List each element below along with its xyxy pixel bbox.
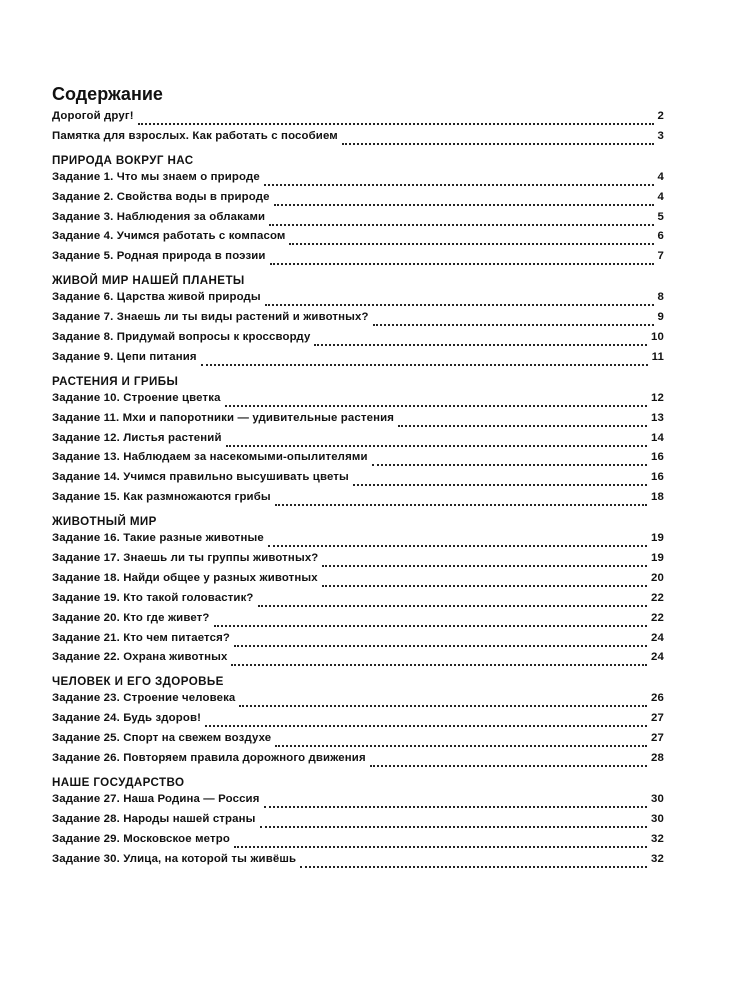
toc-entry-page-number: 14: [651, 431, 664, 444]
toc-entry-page-number: 20: [651, 571, 664, 584]
section-heading: ПРИРОДА ВОКРУГ НАС: [52, 153, 194, 167]
toc-entry-page-number: 30: [651, 812, 664, 825]
toc-entry-label: Задание 20. Кто где живет?: [52, 611, 210, 624]
toc-entry-label: Задание 1. Что мы знаем о природе: [52, 170, 260, 183]
dot-leader: [201, 364, 648, 366]
dot-leader: [322, 585, 647, 587]
toc-entry-label: Задание 28. Народы нашей страны: [52, 812, 256, 825]
toc-entry[interactable]: [52, 311, 664, 331]
toc-entry-label: Задание 4. Учимся работать с компасом: [52, 230, 286, 243]
toc-entry-label: Задание 17. Знаешь ли ты группы животных?: [52, 552, 319, 565]
dot-leader: [300, 866, 647, 868]
toc-entry-page-number: 27: [651, 732, 664, 745]
dot-leader: [268, 545, 647, 547]
toc-entry-label: Задание 8. Придумай вопросы к кроссворду: [52, 331, 311, 344]
toc-entry-label: Задание 26. Повторяем правила дорожного движения: [52, 752, 366, 765]
toc-section: [52, 371, 664, 511]
toc-section: [52, 150, 664, 270]
dot-leader: [231, 664, 647, 666]
dot-leader: [275, 504, 647, 506]
toc-entry[interactable]: [52, 211, 664, 231]
dot-leader: [239, 705, 647, 707]
section-heading: ЖИВОТНЫЙ МИР: [52, 515, 157, 529]
toc-entry-label: Задание 18. Найди общее у разных животных: [52, 571, 318, 584]
dot-leader: [275, 745, 647, 747]
toc-entry[interactable]: [52, 813, 664, 833]
toc-entry-page-number: 28: [651, 752, 664, 765]
toc-entry-label: Задание 7. Знаешь ли ты виды растений и животных?: [52, 311, 369, 324]
toc-entry[interactable]: [52, 171, 664, 191]
toc-entry-label: Задание 22. Охрана животных: [52, 651, 228, 664]
toc-entry[interactable]: [52, 552, 664, 572]
toc-entry[interactable]: [52, 712, 664, 732]
section-heading: ЧЕЛОВЕК И ЕГО ЗДОРОВЬЕ: [52, 675, 224, 689]
dot-leader: [398, 425, 647, 427]
toc-entry-label: Задание 29. Московское метро: [52, 832, 230, 845]
toc-entry-label: Задание 27. Наша Родина — Россия: [52, 792, 260, 805]
toc-entry[interactable]: [52, 331, 664, 351]
toc-entry-page-number: 7: [657, 250, 664, 263]
toc-entry[interactable]: [52, 572, 664, 592]
toc-entry[interactable]: [52, 632, 664, 652]
toc-entry-page-number: 6: [657, 230, 664, 243]
toc-entry-label: Задание 3. Наблюдения за облаками: [52, 210, 266, 223]
toc-entry-page-number: 8: [657, 291, 664, 304]
dot-leader: [372, 464, 647, 466]
toc-entry[interactable]: [52, 351, 664, 371]
toc-section: [52, 671, 664, 772]
toc-entry-page-number: 10: [651, 331, 664, 344]
toc-section: [52, 772, 664, 873]
toc-entry[interactable]: [52, 392, 664, 412]
dot-leader: [258, 605, 647, 607]
toc-entry-page-number: 24: [651, 631, 664, 644]
toc-entry[interactable]: [52, 432, 664, 452]
toc-entry[interactable]: [52, 291, 664, 311]
toc-entry-label: Задание 21. Кто чем питается?: [52, 631, 231, 644]
dot-leader: [234, 645, 647, 647]
toc-entry-page-number: 30: [651, 792, 664, 805]
toc-entry[interactable]: [52, 191, 664, 211]
toc-entry-page-number: 12: [651, 391, 664, 404]
dot-leader: [289, 243, 653, 245]
dot-leader: [214, 625, 648, 627]
toc-entry[interactable]: [52, 592, 664, 612]
toc-entry[interactable]: [52, 833, 664, 853]
toc-entry[interactable]: [52, 612, 664, 632]
toc-entry-label: Задание 30. Улица, на которой ты живёшь: [52, 852, 297, 865]
dot-leader: [342, 143, 654, 145]
toc-entry-label: Задание 16. Такие разные животные: [52, 532, 264, 545]
toc-entry-page-number: 11: [651, 350, 664, 363]
toc-entry-label: Задание 5. Родная природа в поэзии: [52, 250, 266, 263]
dot-leader: [314, 344, 647, 346]
dot-leader: [226, 445, 647, 447]
toc-entry[interactable]: [52, 532, 664, 552]
toc-entry[interactable]: [52, 692, 664, 712]
toc-entry-page-number: 22: [651, 611, 664, 624]
toc-entry[interactable]: [52, 651, 664, 671]
toc-entry-page-number: 19: [651, 532, 664, 545]
dot-leader: [260, 826, 647, 828]
dot-leader: [269, 224, 653, 226]
intro-list: [52, 110, 664, 150]
toc-entry-label: Задание 12. Листья растений: [52, 431, 222, 444]
toc-entry-page-number: 4: [657, 190, 664, 203]
toc-section: [52, 511, 664, 671]
toc-entry-page-number: 3: [657, 129, 664, 142]
toc-entry-page-number: 9: [657, 311, 664, 324]
toc-entry-page-number: 27: [651, 712, 664, 725]
dot-leader: [264, 806, 648, 808]
toc-entry-page-number: 13: [651, 411, 664, 424]
section-heading: РАСТЕНИЯ И ГРИБЫ: [52, 374, 179, 388]
toc-entry-page-number: 4: [657, 170, 664, 183]
toc-entry[interactable]: [52, 412, 664, 432]
dot-leader: [265, 304, 654, 306]
dot-leader: [353, 484, 647, 486]
dot-leader: [322, 565, 647, 567]
toc-entry-page-number: 19: [651, 552, 664, 565]
dot-leader: [373, 324, 654, 326]
toc-entry-page-number: 5: [657, 210, 664, 223]
page-title: Содержание: [52, 84, 163, 104]
toc-entry-label: Задание 19. Кто такой головастик?: [52, 591, 254, 604]
toc-entry-page-number: 24: [651, 651, 664, 664]
toc-entry-label: Памятка для взрослых. Как работать с пособием: [52, 129, 338, 142]
dot-leader: [270, 263, 654, 265]
toc-entry[interactable]: [52, 130, 664, 150]
toc-entry-page-number: 16: [651, 471, 664, 484]
toc-entry[interactable]: [52, 471, 664, 491]
dot-leader: [274, 204, 654, 206]
toc-entry-label: Задание 2. Свойства воды в природе: [52, 190, 270, 203]
toc-entry[interactable]: [52, 793, 664, 813]
dot-leader: [225, 405, 647, 407]
toc-entry-label: Задание 10. Строение цветка: [52, 391, 221, 404]
table-of-contents: [52, 82, 664, 873]
toc-entry-label: Задание 13. Наблюдаем за насекомыми-опылителями: [52, 451, 368, 464]
dot-leader: [138, 123, 654, 125]
toc-entry[interactable]: [52, 110, 664, 130]
toc-entry[interactable]: [52, 230, 664, 250]
toc-entry[interactable]: [52, 732, 664, 752]
toc-entry[interactable]: [52, 250, 664, 270]
toc-entry-label: Дорогой друг!: [52, 110, 134, 122]
toc-entry-label: Задание 25. Спорт на свежем воздухе: [52, 732, 272, 745]
section-heading: НАШЕ ГОСУДАРСТВО: [52, 775, 185, 789]
toc-entry-page-number: 2: [657, 110, 664, 122]
toc-entry-label: Задание 11. Мхи и папоротники — удивительные растения: [52, 411, 395, 424]
toc-entry-label: Задание 14. Учимся правильно высушивать цветы: [52, 471, 349, 484]
toc-entry-page-number: 16: [651, 451, 664, 464]
section-heading: ЖИВОЙ МИР НАШЕЙ ПЛАНЕТЫ: [52, 274, 245, 288]
toc-entry-page-number: 32: [651, 832, 664, 845]
toc-entry-label: Задание 24. Будь здоров!: [52, 712, 202, 725]
toc-entry-page-number: 26: [651, 692, 664, 705]
toc-entry[interactable]: [52, 451, 664, 471]
dot-leader: [264, 184, 654, 186]
dot-leader: [234, 846, 647, 848]
toc-section: [52, 270, 664, 371]
toc-entry[interactable]: [52, 752, 664, 772]
dot-leader: [205, 725, 647, 727]
toc-entry-page-number: 22: [651, 591, 664, 604]
toc-entry-page-number: 32: [651, 852, 664, 865]
toc-entry-label: Задание 15. Как размножаются грибы: [52, 491, 271, 504]
toc-entry-label: Задание 9. Цепи питания: [52, 350, 197, 363]
toc-entry-page-number: 18: [651, 491, 664, 504]
toc-entry-label: Задание 6. Царства живой природы: [52, 291, 261, 304]
sections-list: [52, 150, 664, 873]
toc-entry[interactable]: [52, 491, 664, 511]
toc-entry[interactable]: [52, 853, 664, 873]
toc-entry-label: Задание 23. Строение человека: [52, 692, 236, 705]
dot-leader: [370, 765, 647, 767]
